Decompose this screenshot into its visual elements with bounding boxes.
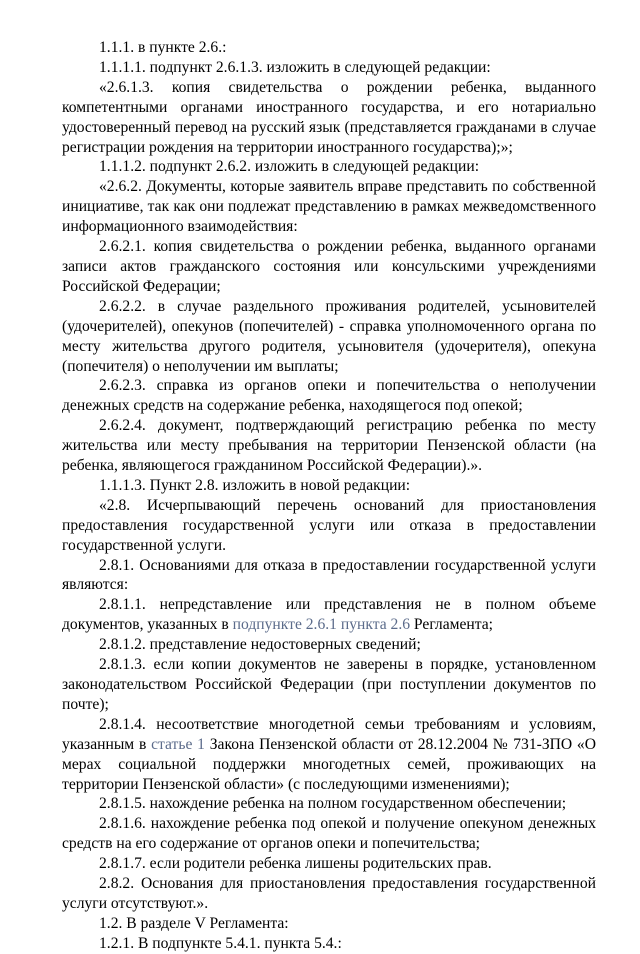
- paragraph: «2.8. Исчерпывающий перечень оснований для приостановления предоставления государственной услуги или отказа в предоставлении государственной услуги.: [62, 496, 596, 554]
- paragraph: 1.2. В разделе V Регламента:: [99, 914, 289, 932]
- paragraph: 2.6.2.4. документ, подтверждающий регистрацию ребенка по месту жительства или месту пребывания на территории Пензенской области (на ребенка, являющегося гражданином Российской Федерации).».: [62, 417, 596, 475]
- reference-link[interactable]: подпункте 2.6.1 пункта 2.6: [232, 616, 411, 634]
- paragraph: 2.6.2.3. справка из органов опеки и попечительства о неполучении денежных средств на содержание ребенка, находящегося под опекой;: [62, 377, 596, 415]
- paragraph: «2.6.1.3. копия свидетельства о рождении ребенка, выданного компетентными органами иностранного государства, и его нотариально удостоверенный перевод на русский язык (представляется гражданами в случае регистрации рождения на территории иностранного государства);»;: [62, 78, 596, 156]
- paragraph: 1.1.1.2. подпункт 2.6.2. изложить в следующей редакции:: [99, 158, 480, 176]
- paragraph-text: Регламента;: [410, 616, 494, 634]
- paragraph-text: Закона Пензенской области от 28.12.2004 № 731-ЗПО «О мерах социальной поддержки многодетных семей, проживающих на территории Пензенской области» (с последующими изменениями);: [62, 735, 596, 793]
- paragraph: [62, 595, 596, 635]
- paragraph: 1.1.1.3. Пункт 2.8. изложить в новой редакции:: [99, 476, 411, 494]
- document-page: [62, 38, 596, 954]
- paragraph-text: 2.8.1.4. несоответствие многодетной семьи требованиям и условиям, указанным в: [62, 715, 596, 753]
- paragraph: 1.1.1. в пункте 2.6.:: [99, 39, 227, 56]
- paragraph: [62, 715, 596, 795]
- paragraph: 2.8.1.5. нахождение ребенка на полном государственном обеспечении;: [99, 795, 567, 813]
- paragraph: 2.8.1.6. нахождение ребенка под опекой и получение опекуном денежных средств на его содержание от органов опеки и попечительства;: [62, 815, 596, 853]
- paragraph: 2.8.1.7. если родители ребенка лишены родительских прав.: [99, 855, 492, 873]
- paragraph: «2.6.2. Документы, которые заявитель вправе представить по собственной инициативе, так как они подлежат представлению в рамках межведомственного информационного взаимодействия:: [62, 178, 596, 236]
- paragraph: 1.2.1. В подпункте 5.4.1. пункта 5.4.:: [99, 934, 342, 952]
- paragraph: 2.8.1.2. представление недостоверных сведений;: [99, 636, 421, 654]
- paragraph: 1.1.1.1. подпункт 2.6.1.3. изложить в следующей редакции:: [99, 58, 491, 76]
- reference-link[interactable]: статье 1: [151, 735, 205, 753]
- paragraph-text: 2.8.1.1. непредставление или представления не в полном объеме документов, указанных в: [62, 596, 596, 634]
- paragraph: 2.6.2.1. копия свидетельства о рождении ребенка, выданного органами записи актов гражданского состояния или консульскими учреждениями Российской Федерации;: [62, 238, 596, 295]
- paragraph: 2.8.1.3. если копии документов не заверены в порядке, установленном законодательством Российской Федерации (при поступлении документов по почте);: [62, 656, 596, 713]
- paragraph: 2.6.2.2. в случае раздельного проживания родителей, усыновителей (удочерителей), опекунов (попечителей) - справка уполномоченного органа по месту жительства другого родителя, усыновителя (удочерителя), опекуна (попечителя) о неполучении им выплаты;: [62, 297, 596, 375]
- paragraph: 2.8.2. Основания для приостановления предоставления государственной услуги отсутствуют.».: [62, 875, 596, 912]
- paragraph: 2.8.1. Основаниями для отказа в предоставлении государственной услуги являются:: [62, 556, 596, 594]
